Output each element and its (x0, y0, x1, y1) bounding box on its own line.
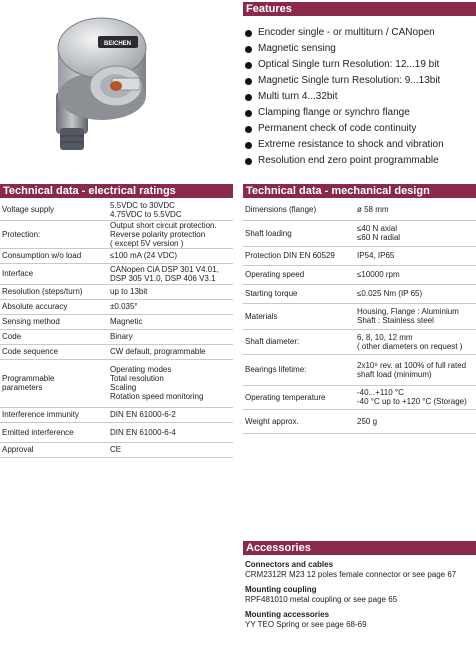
feature-text: Clamping flange or synchro flange (258, 107, 410, 118)
spec-label (0, 314, 110, 329)
spec-label-line: Protection DIN EN 60529 (245, 251, 335, 260)
spec-value-line: DIN EN 61000-6-4 (110, 427, 176, 437)
spec-value (357, 409, 476, 433)
spec-label-line: Sensing method (2, 317, 60, 326)
spec-label (243, 385, 357, 409)
spec-value-line: Shaft : Stainless steel (357, 316, 434, 325)
spec-row (0, 407, 233, 422)
encoder-product-image (40, 6, 160, 156)
spec-value (357, 385, 476, 409)
feature-item (245, 57, 476, 73)
spec-value-line: CANopen CiA DSP 301 V4.01, (110, 264, 219, 274)
spec-value-line: IP54, IP65 (357, 251, 395, 260)
spec-value-line: ≤0.025 Nm (IP 65) (357, 289, 423, 298)
spec-value (110, 248, 233, 263)
spec-value-line: ≤100 mA (24 VDC) (110, 251, 178, 260)
spec-row (0, 220, 233, 248)
spec-row (0, 263, 233, 284)
spec-row (243, 200, 476, 220)
spec-label-line: Voltage supply (2, 205, 55, 215)
spec-label-line: Shaft loading (245, 228, 292, 238)
mechanical-title: Technical data - mechanical design (246, 185, 430, 197)
feature-text: Optical Single turn Resolution: 12...19 bit (258, 59, 440, 70)
spec-value-line: ø 58 mm (357, 205, 389, 215)
feature-item (245, 121, 476, 137)
spec-label-line: Shaft diameter: (245, 337, 300, 346)
accessories-title: Accessories (246, 542, 311, 554)
spec-value-line: ( other diameters on request ) (357, 341, 463, 351)
spec-value-line: up to 13bit (110, 287, 148, 296)
accessory-description: RPF481010 metal coupling or see page 65 (245, 595, 398, 604)
spec-value-line: ( except 5V version ) (110, 238, 184, 248)
spec-value (110, 422, 233, 442)
spec-value-line: 4.75VDC to 5.5VDC (110, 209, 182, 219)
feature-text: Multi turn 4...32bit (258, 91, 338, 102)
spec-row (0, 359, 233, 407)
spec-label (0, 284, 110, 299)
spec-value (110, 263, 233, 284)
spec-value (357, 354, 476, 385)
spec-label (243, 284, 357, 303)
spec-value-line: Housing, Flange : Aluminium (357, 307, 459, 316)
spec-value (357, 200, 476, 220)
spec-value-line: CE (110, 445, 122, 454)
spec-row (243, 329, 476, 354)
spec-value (110, 284, 233, 299)
feature-text: Permanent check of code continuity (258, 123, 417, 134)
features-list (245, 25, 476, 169)
spec-row (243, 303, 476, 329)
spec-value (357, 284, 476, 303)
accessory-section (245, 560, 476, 580)
spec-row (243, 409, 476, 433)
bullet-icon (245, 78, 252, 85)
spec-value-line: DIN EN 61000-6-2 (110, 410, 176, 419)
spec-label (243, 409, 357, 433)
spec-label-line: Starting torque (245, 289, 298, 298)
spec-value-line: 5.5VDC to 30VDC (110, 200, 175, 210)
spec-value-line: Magnetic (110, 317, 143, 326)
bullet-icon (245, 94, 252, 101)
bullet-icon (245, 110, 252, 117)
spec-label (0, 442, 110, 457)
spec-label-line: Protection: (2, 229, 41, 239)
spec-label (0, 263, 110, 284)
spec-row (0, 284, 233, 299)
feature-text: Resolution end zero point programmable (258, 155, 439, 166)
spec-label-line: Materials (245, 311, 278, 321)
spec-label (0, 220, 110, 248)
mechanical-table (243, 200, 476, 434)
spec-label-line: Operating speed (245, 270, 305, 279)
spec-label-line: Programmable (2, 374, 55, 383)
spec-value (110, 314, 233, 329)
bullet-icon (245, 46, 252, 53)
feature-item (245, 89, 476, 105)
feature-item (245, 41, 476, 57)
spec-value-line: -40 °C up to +120 °C (Storage) (357, 397, 467, 406)
accessory-section (245, 610, 476, 630)
spec-value-line: ≤40 N axial (357, 224, 397, 233)
spec-value-line: Output short circuit protection. (110, 220, 217, 230)
spec-label (243, 220, 357, 246)
features-title: Features (246, 3, 292, 15)
spec-value (357, 246, 476, 265)
spec-label (0, 200, 110, 220)
spec-value (110, 220, 233, 248)
feature-item (245, 153, 476, 169)
accessories-header (243, 541, 476, 555)
spec-row (0, 299, 233, 314)
spec-label (243, 354, 357, 385)
spec-label-line: Operating temperature (245, 392, 326, 402)
spec-value (357, 303, 476, 329)
bullet-icon (245, 62, 252, 69)
bullet-icon (245, 30, 252, 37)
spec-row (0, 442, 233, 457)
feature-text: Encoder single - or multiturn / CANopen (258, 27, 435, 38)
spec-value (110, 299, 233, 314)
spec-row (0, 422, 233, 442)
spec-label-line: Dimensions (flange) (245, 205, 317, 215)
spec-label (0, 344, 110, 359)
spec-value-line: ±0.035° (110, 302, 138, 311)
spec-label-line: Consumption w/o load (2, 251, 82, 260)
electrical-table (0, 200, 233, 458)
spec-value-line: Scaling (110, 383, 137, 392)
spec-value (110, 200, 233, 220)
spec-label-line: Resolution (steps/turn) (2, 287, 83, 296)
feature-item (245, 137, 476, 153)
accessory-description: CRM2312R M23 12 poles female connector or see page 67 (245, 570, 457, 579)
spec-row (243, 284, 476, 303)
feature-item (245, 105, 476, 121)
spec-label-line: Interface (2, 269, 34, 278)
spec-value (110, 359, 233, 407)
spec-value-line: -40...+110 °C (357, 388, 404, 397)
spec-value-line: Binary (110, 332, 133, 341)
spec-label (0, 359, 110, 407)
accessory-description: YY TEO Spring or see page 68-69 (245, 620, 367, 629)
spec-row (243, 265, 476, 284)
spec-row (0, 329, 233, 344)
spec-label-line: Emitted interference (2, 427, 74, 437)
accessories-list (245, 560, 476, 635)
spec-row (0, 200, 233, 220)
spec-row (243, 354, 476, 385)
spec-value (357, 220, 476, 246)
spec-value (357, 329, 476, 354)
spec-label-line: parameters (2, 383, 43, 392)
spec-label-line: Bearings lifetime: (245, 365, 307, 374)
feature-text: Magnetic Single turn Resolution: 9...13bit (258, 75, 441, 86)
spec-row (0, 314, 233, 329)
spec-label-line: Code (2, 332, 22, 341)
spec-value-line: CW default, programmable (110, 347, 206, 356)
bullet-icon (245, 142, 252, 149)
spec-value-line: shaft load (minimum) (357, 369, 432, 379)
spec-value-line: ≤60 N radial (357, 233, 401, 242)
spec-label-line: Code sequence (2, 347, 59, 356)
spec-label-line: Absolute accuracy (2, 302, 68, 311)
spec-label-line: Approval (2, 445, 34, 454)
spec-label (243, 200, 357, 220)
spec-label (243, 303, 357, 329)
spec-row (243, 385, 476, 409)
spec-label (0, 248, 110, 263)
spec-label (0, 329, 110, 344)
accessory-section (245, 585, 476, 605)
spec-value-line: Operating modes (110, 365, 172, 374)
spec-value (357, 265, 476, 284)
bullet-icon (245, 126, 252, 133)
svg-text:BEICHEN: BEICHEN (104, 41, 132, 47)
spec-value-line: 2x10⁹ rev. at 100% of full rated (357, 360, 467, 370)
spec-value-line: Total resolution (110, 374, 164, 383)
feature-text: Magnetic sensing (258, 43, 336, 54)
bullet-icon (245, 158, 252, 165)
feature-text: Extreme resistance to shock and vibration (258, 139, 444, 150)
spec-value-line: ≤10000 rpm (357, 270, 400, 279)
spec-value-line: Rotation speed monitoring (110, 392, 204, 401)
spec-value (110, 407, 233, 422)
spec-row (0, 344, 233, 359)
mechanical-header (243, 184, 476, 198)
spec-value (110, 344, 233, 359)
spec-value-line: 6, 8, 10, 12 mm (357, 332, 413, 342)
spec-row (0, 248, 233, 263)
spec-label (243, 265, 357, 284)
feature-item (245, 25, 476, 41)
spec-value (110, 442, 233, 457)
spec-label-line: Weight approx. (245, 416, 299, 426)
spec-value (110, 329, 233, 344)
accessory-title: Mounting coupling (245, 585, 317, 594)
spec-value-line: 250 g (357, 416, 378, 426)
electrical-header (0, 184, 233, 198)
electrical-title: Technical data - electrical ratings (3, 185, 176, 197)
accessory-title: Connectors and cables (245, 560, 334, 569)
spec-label-line: Interference immunity (2, 410, 79, 419)
feature-item (245, 73, 476, 89)
spec-label (0, 422, 110, 442)
spec-value-line: Reverse polarity protection (110, 229, 206, 239)
spec-row (243, 246, 476, 265)
spec-value-line: DSP 305 V1.0, DSP 406 V3.1 (110, 273, 216, 283)
spec-label (0, 407, 110, 422)
features-header (243, 2, 476, 16)
spec-label (0, 299, 110, 314)
spec-label (243, 329, 357, 354)
spec-row (243, 220, 476, 246)
accessory-title: Mounting accessories (245, 610, 330, 619)
spec-label (243, 246, 357, 265)
